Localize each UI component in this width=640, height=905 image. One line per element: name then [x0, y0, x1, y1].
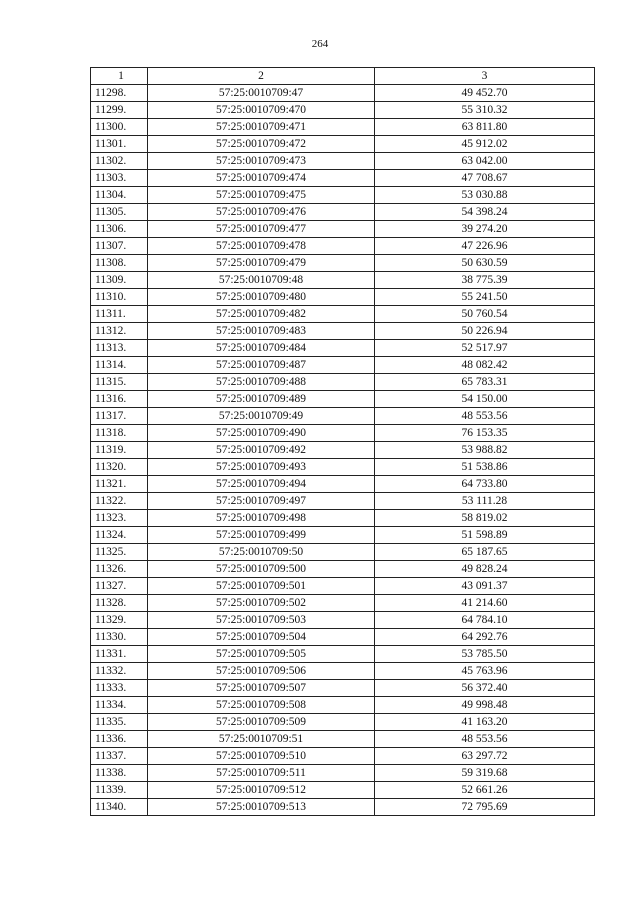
table-row: [91, 136, 595, 153]
row-number-cell: 11327.: [91, 578, 148, 595]
column-header-1: 1: [91, 68, 148, 85]
column-header-2: 2: [148, 68, 375, 85]
table-row: [91, 765, 595, 782]
row-number-cell: 11335.: [91, 714, 148, 731]
table-row: [91, 340, 595, 357]
cadastral-number-cell: 57:25:0010709:472: [148, 136, 375, 153]
cadastral-number-cell: 57:25:0010709:478: [148, 238, 375, 255]
value-cell: 54 150.00: [375, 391, 595, 408]
table-row: [91, 748, 595, 765]
value-cell: 53 111.28: [375, 493, 595, 510]
table-body: [91, 85, 595, 816]
table-row: [91, 272, 595, 289]
table-row: [91, 782, 595, 799]
row-number-cell: 11338.: [91, 765, 148, 782]
table-row: [91, 493, 595, 510]
cadastral-number-cell: 57:25:0010709:507: [148, 680, 375, 697]
table-row: [91, 663, 595, 680]
value-cell: 53 785.50: [375, 646, 595, 663]
value-cell: 63 042.00: [375, 153, 595, 170]
cadastral-number-cell: 57:25:0010709:502: [148, 595, 375, 612]
value-cell: 50 760.54: [375, 306, 595, 323]
cadastral-number-cell: 57:25:0010709:503: [148, 612, 375, 629]
row-number-cell: 11316.: [91, 391, 148, 408]
value-cell: 56 372.40: [375, 680, 595, 697]
table-row: [91, 289, 595, 306]
value-cell: 49 452.70: [375, 85, 595, 102]
row-number-cell: 11298.: [91, 85, 148, 102]
value-cell: 49 828.24: [375, 561, 595, 578]
table-row: [91, 459, 595, 476]
row-number-cell: 11304.: [91, 187, 148, 204]
value-cell: 45 912.02: [375, 136, 595, 153]
cadastral-number-cell: 57:25:0010709:487: [148, 357, 375, 374]
row-number-cell: 11323.: [91, 510, 148, 527]
cadastral-number-cell: 57:25:0010709:505: [148, 646, 375, 663]
table-row: [91, 102, 595, 119]
row-number-cell: 11333.: [91, 680, 148, 697]
cadastral-number-cell: 57:25:0010709:513: [148, 799, 375, 816]
table-row: [91, 391, 595, 408]
cadastral-number-cell: 57:25:0010709:50: [148, 544, 375, 561]
value-cell: 58 819.02: [375, 510, 595, 527]
cadastral-number-cell: 57:25:0010709:506: [148, 663, 375, 680]
row-number-cell: 11340.: [91, 799, 148, 816]
cadastral-number-cell: 57:25:0010709:494: [148, 476, 375, 493]
row-number-cell: 11339.: [91, 782, 148, 799]
value-cell: 47 708.67: [375, 170, 595, 187]
row-number-cell: 11300.: [91, 119, 148, 136]
table-row: [91, 629, 595, 646]
value-cell: 59 319.68: [375, 765, 595, 782]
table-row: [91, 408, 595, 425]
row-number-cell: 11312.: [91, 323, 148, 340]
table-row: [91, 442, 595, 459]
row-number-cell: 11332.: [91, 663, 148, 680]
table-row: [91, 255, 595, 272]
row-number-cell: 11326.: [91, 561, 148, 578]
row-number-cell: 11320.: [91, 459, 148, 476]
cadastral-number-cell: 57:25:0010709:497: [148, 493, 375, 510]
value-cell: 48 553.56: [375, 731, 595, 748]
value-cell: 39 274.20: [375, 221, 595, 238]
value-cell: 76 153.35: [375, 425, 595, 442]
cadastral-number-cell: 57:25:0010709:510: [148, 748, 375, 765]
cadastral-number-cell: 57:25:0010709:479: [148, 255, 375, 272]
cadastral-number-cell: 57:25:0010709:488: [148, 374, 375, 391]
cadastral-number-cell: 57:25:0010709:501: [148, 578, 375, 595]
table-row: [91, 238, 595, 255]
cadastral-number-cell: 57:25:0010709:476: [148, 204, 375, 221]
cadastral-number-cell: 57:25:0010709:509: [148, 714, 375, 731]
row-number-cell: 11302.: [91, 153, 148, 170]
row-number-cell: 11324.: [91, 527, 148, 544]
cadastral-number-cell: 57:25:0010709:483: [148, 323, 375, 340]
value-cell: 55 241.50: [375, 289, 595, 306]
cadastral-number-cell: 57:25:0010709:484: [148, 340, 375, 357]
cadastral-number-cell: 57:25:0010709:482: [148, 306, 375, 323]
cadastral-number-cell: 57:25:0010709:511: [148, 765, 375, 782]
table-row: [91, 595, 595, 612]
value-cell: 63 811.80: [375, 119, 595, 136]
row-number-cell: 11325.: [91, 544, 148, 561]
cadastral-number-cell: 57:25:0010709:508: [148, 697, 375, 714]
value-cell: 48 082.42: [375, 357, 595, 374]
value-cell: 53 988.82: [375, 442, 595, 459]
value-cell: 45 763.96: [375, 663, 595, 680]
table-row: [91, 85, 595, 102]
row-number-cell: 11334.: [91, 697, 148, 714]
row-number-cell: 11309.: [91, 272, 148, 289]
value-cell: 72 795.69: [375, 799, 595, 816]
table-row: [91, 731, 595, 748]
row-number-cell: 11307.: [91, 238, 148, 255]
table-row: [91, 561, 595, 578]
value-cell: 50 630.59: [375, 255, 595, 272]
value-cell: 51 598.89: [375, 527, 595, 544]
value-cell: 55 310.32: [375, 102, 595, 119]
row-number-cell: 11315.: [91, 374, 148, 391]
table-row: [91, 374, 595, 391]
row-number-cell: 11299.: [91, 102, 148, 119]
table-row: [91, 799, 595, 816]
value-cell: 47 226.96: [375, 238, 595, 255]
value-cell: 63 297.72: [375, 748, 595, 765]
table-row: [91, 714, 595, 731]
row-number-cell: 11328.: [91, 595, 148, 612]
row-number-cell: 11310.: [91, 289, 148, 306]
table-row: [91, 204, 595, 221]
table-row: [91, 221, 595, 238]
column-header-3: 3: [375, 68, 595, 85]
table-header-row: [91, 68, 595, 85]
cadastral-number-cell: 57:25:0010709:48: [148, 272, 375, 289]
value-cell: 41 214.60: [375, 595, 595, 612]
value-cell: 52 661.26: [375, 782, 595, 799]
value-cell: 52 517.97: [375, 340, 595, 357]
cadastral-number-cell: 57:25:0010709:500: [148, 561, 375, 578]
cadastral-number-cell: 57:25:0010709:471: [148, 119, 375, 136]
cadastral-number-cell: 57:25:0010709:474: [148, 170, 375, 187]
table-row: [91, 323, 595, 340]
row-number-cell: 11318.: [91, 425, 148, 442]
value-cell: 64 784.10: [375, 612, 595, 629]
table-row: [91, 527, 595, 544]
table-row: [91, 153, 595, 170]
row-number-cell: 11331.: [91, 646, 148, 663]
data-table: [90, 67, 595, 816]
table-row: [91, 612, 595, 629]
table-row: [91, 510, 595, 527]
page-number: 264: [311, 38, 329, 50]
table-row: [91, 544, 595, 561]
cadastral-number-cell: 57:25:0010709:499: [148, 527, 375, 544]
value-cell: 65 187.65: [375, 544, 595, 561]
value-cell: 50 226.94: [375, 323, 595, 340]
row-number-cell: 11330.: [91, 629, 148, 646]
cadastral-number-cell: 57:25:0010709:47: [148, 85, 375, 102]
value-cell: 54 398.24: [375, 204, 595, 221]
table-row: [91, 357, 595, 374]
row-number-cell: 11319.: [91, 442, 148, 459]
row-number-cell: 11308.: [91, 255, 148, 272]
row-number-cell: 11313.: [91, 340, 148, 357]
table-row: [91, 119, 595, 136]
cadastral-number-cell: 57:25:0010709:498: [148, 510, 375, 527]
cadastral-number-cell: 57:25:0010709:477: [148, 221, 375, 238]
cadastral-number-cell: 57:25:0010709:512: [148, 782, 375, 799]
cadastral-number-cell: 57:25:0010709:49: [148, 408, 375, 425]
row-number-cell: 11305.: [91, 204, 148, 221]
row-number-cell: 11314.: [91, 357, 148, 374]
table-row: [91, 680, 595, 697]
cadastral-number-cell: 57:25:0010709:489: [148, 391, 375, 408]
value-cell: 49 998.48: [375, 697, 595, 714]
table-row: [91, 187, 595, 204]
table-row: [91, 697, 595, 714]
cadastral-number-cell: 57:25:0010709:493: [148, 459, 375, 476]
table-row: [91, 425, 595, 442]
table-row: [91, 578, 595, 595]
table-row: [91, 306, 595, 323]
value-cell: 51 538.86: [375, 459, 595, 476]
row-number-cell: 11321.: [91, 476, 148, 493]
row-number-cell: 11322.: [91, 493, 148, 510]
row-number-cell: 11303.: [91, 170, 148, 187]
cadastral-number-cell: 57:25:0010709:51: [148, 731, 375, 748]
cadastral-number-cell: 57:25:0010709:473: [148, 153, 375, 170]
value-cell: 43 091.37: [375, 578, 595, 595]
row-number-cell: 11301.: [91, 136, 148, 153]
table-row: [91, 170, 595, 187]
value-cell: 65 783.31: [375, 374, 595, 391]
row-number-cell: 11329.: [91, 612, 148, 629]
cadastral-number-cell: 57:25:0010709:475: [148, 187, 375, 204]
row-number-cell: 11336.: [91, 731, 148, 748]
row-number-cell: 11311.: [91, 306, 148, 323]
value-cell: 53 030.88: [375, 187, 595, 204]
row-number-cell: 11306.: [91, 221, 148, 238]
value-cell: 41 163.20: [375, 714, 595, 731]
value-cell: 38 775.39: [375, 272, 595, 289]
cadastral-number-cell: 57:25:0010709:492: [148, 442, 375, 459]
value-cell: 64 733.80: [375, 476, 595, 493]
cadastral-number-cell: 57:25:0010709:490: [148, 425, 375, 442]
value-cell: 64 292.76: [375, 629, 595, 646]
table-row: [91, 476, 595, 493]
cadastral-number-cell: 57:25:0010709:504: [148, 629, 375, 646]
value-cell: 48 553.56: [375, 408, 595, 425]
cadastral-number-cell: 57:25:0010709:470: [148, 102, 375, 119]
row-number-cell: 11337.: [91, 748, 148, 765]
cadastral-number-cell: 57:25:0010709:480: [148, 289, 375, 306]
table-row: [91, 646, 595, 663]
row-number-cell: 11317.: [91, 408, 148, 425]
